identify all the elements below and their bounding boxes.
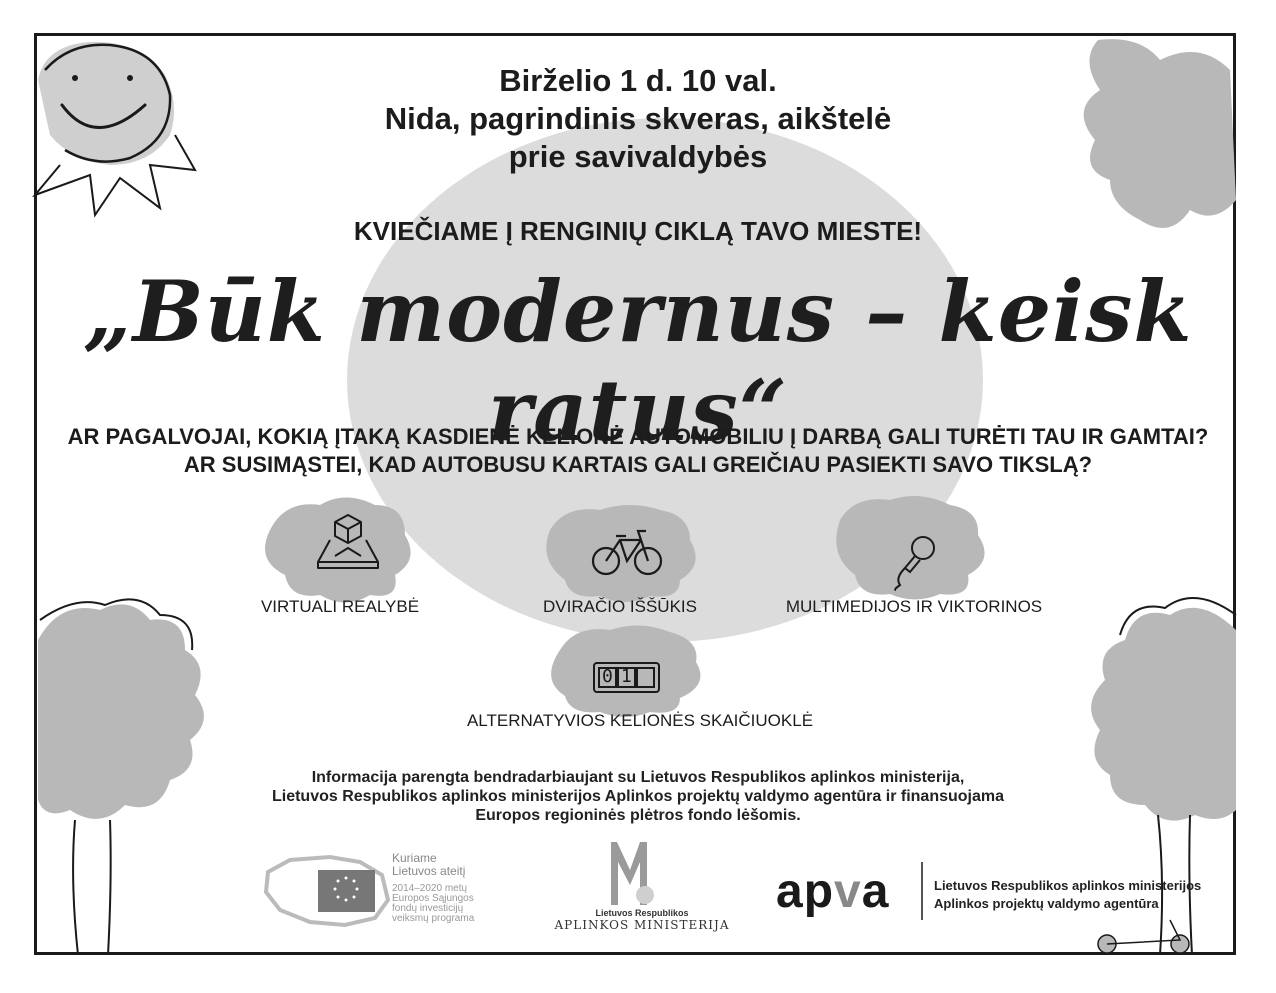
info-text: [0, 768, 1276, 825]
bush-2: [546, 505, 695, 602]
event-location: Nida, pagrindinis skveras, aikštelė: [384, 101, 892, 136]
slogan-title: „Būk modernus – keisk ratus“: [83, 262, 1193, 460]
eu-sub-4: veiksmų programa: [392, 913, 475, 924]
ministry-logo-text: [552, 908, 732, 932]
info-line-2: Lietuvos Respublikos aplinkos ministerijos Aplinkos projektų valdymo agentūra ir finansuojama: [271, 788, 1004, 805]
ministry-logo-icon: [611, 842, 654, 905]
apva-line-1: Lietuvos Respublikos aplinkos ministerijos: [934, 878, 1202, 893]
activity-label-bicycle: DVIRAČIO IŠŠŪKIS: [543, 597, 697, 616]
activity-label-multimedia: MULTIMEDIJOS IR VIKTORINOS: [785, 597, 1043, 616]
event-date: Birželio 1 d. 10 val.: [499, 63, 777, 98]
apva-logo: [776, 864, 889, 919]
apva-letter-a2: a: [861, 865, 890, 918]
counter-digits: 01: [602, 666, 640, 687]
apva-letter-p: p: [803, 865, 835, 918]
apva-letter-a: a: [776, 865, 804, 918]
activity-label-vr: VIRTUALI REALYBĖ: [260, 597, 420, 616]
bush-3: [836, 496, 984, 600]
eu-title-2: Lietuvos ateitį: [392, 864, 466, 878]
invite-heading: KVIEČIAME Į RENGINIŲ CIKLĄ TAVO MIESTE!: [353, 216, 923, 246]
apva-line-2: Aplinkos projektų valdymo agentūra: [934, 896, 1159, 911]
eu-flag-icon: [318, 870, 375, 912]
eu-sub-2: Europos Sąjungos: [392, 893, 474, 904]
event-date-location: [0, 62, 1276, 176]
question-2: AR SUSIMĄSTEI, KAD AUTOBUSU KARTAIS GALI GREIČIAU PASIEKTI SAVO TIKSLĄ?: [183, 452, 1093, 477]
event-location-detail: prie savivaldybės: [508, 139, 768, 174]
info-line-3: Europos regioninės plėtros fondo lėšomis.: [475, 807, 801, 824]
eu-logo-text: [392, 852, 474, 924]
info-line-1: Informacija parengta bendradarbiaujant su Lietuvos Respublikos aplinkos ministerija,: [311, 769, 965, 786]
scooter-icon: [1098, 920, 1189, 953]
eu-sub-3: fondų investicijų: [392, 903, 464, 914]
ministry-line-2: APLINKOS MINISTERIJA: [554, 918, 730, 932]
ministry-line-1: Lietuvos Respublikos: [595, 908, 689, 918]
eu-title-1: Kuriame: [392, 851, 437, 865]
apva-logo-text: [934, 877, 1201, 913]
activity-label-calculator: ALTERNATYVIOS KELIONĖS SKAIČIUOKLĖ: [466, 711, 814, 730]
apva-letter-v: v: [834, 865, 862, 918]
eu-sub-1: 2014–2020 metų: [392, 883, 468, 894]
bush-1: [265, 498, 411, 603]
question-1: AR PAGALVOJAI, KOKIĄ ĮTAKĄ KASDIENĖ KELIONĖ AUTOMOBILIU Į DARBĄ GALI TURĖTI TAU IR GAMTAI?: [67, 424, 1209, 449]
